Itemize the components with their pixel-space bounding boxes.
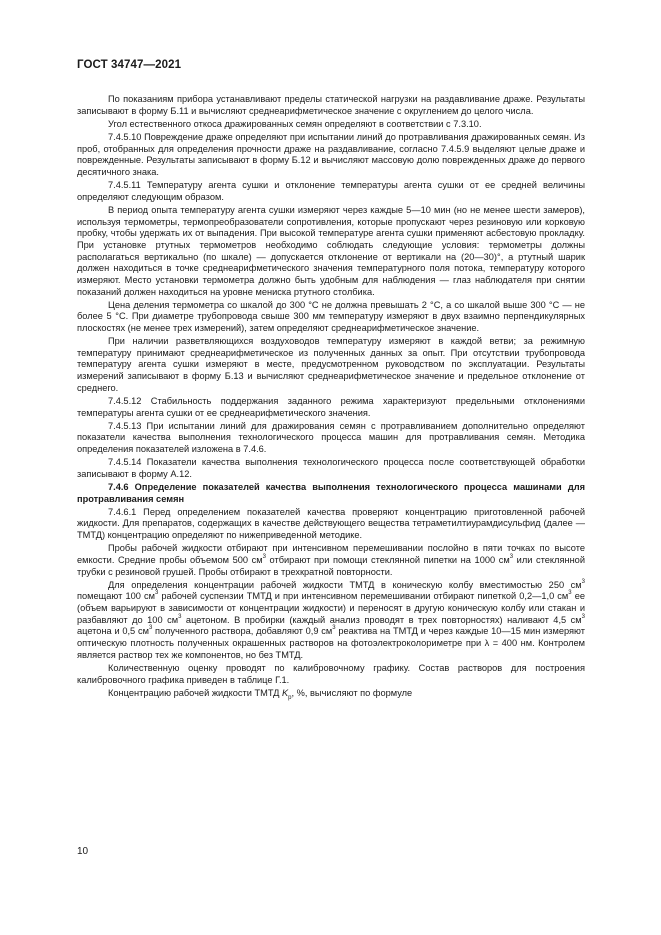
document-header: ГОСТ 34747—2021 — [77, 59, 182, 71]
paragraph: Концентрацию рабочей жидкости ТМТД $K_р$, %, вычисляют по формуле — [108, 687, 413, 701]
paragraph: Цена деления термометра со шкалой до 300 °С не должна превышать 2 °С, а со шкалой выше 300 °С — не более 5 °С. При диаметре трубопровода свыше 300 мм температуру измеряют в двух взаимно перпендикулярных плоскостях (не менее трех измерений), затем определяют среднеарифметическое значение. — [77, 299, 585, 333]
paragraph: Пробы рабочей жидкости отбирают при интенсивном перемешивании послойно в пяти точках по высоте емкости. Средние пробы объемом 500 $см^3$ отбирают при помощи стеклянной пипетки на 1000 $см^3$ или стеклянной трубки с резиновой грушей. Пробы отбирают в трехкратной повторности. — [77, 543, 585, 577]
page-number: 10 — [77, 846, 89, 857]
paragraph: Для определения концентрации рабочей жидкости ТМТД в коническую колбу вместимостью 250 $см^3$ помещают 100 $см^3$ рабочей суспензии ТМТД и при интенсивном перемешивании отбирают пипеткой 0,2—1,0 $см^3$ ее (объем варьируют в зависимости от концентрации жидкости) и переносят в другую коническую колбу или стакан и разбавляют до 100 $см^3$ ацетоном. В пробирки (каждый анализ проводят в трех повторностях) наливают 4,5 $см^3$ ацетона и 0,5 $см^3$ полученного раствора, добавляют 0,9 $см^3$ реактива на ТМТД и через каждые 10—15 мин измеряют оптическую плотность полученных окрашенных растворов на фотоэлектроколориметре при λ = 400 нм. Контролем является раствор тех же компонентов, но без ТМТД. — [77, 578, 585, 660]
paragraph: Количественную оценку проводят по калибровочному графику. Состав растворов для построения калибровочного графика приведен в таблице Г.1. — [77, 662, 585, 685]
section-heading: 7.4.6 Определение показателей качества выполнения технологического процесса машинами для протравливания семян — [77, 482, 585, 504]
paragraph: 7.4.5.10 Повреждение драже определяют при испытании линий до протравливания дражированных семян. Из проб, отобранных для определения прочности драже на раздавливание, согласно 7.4.5.9 выделяют целые драже и поврежденные. Результаты записывают в форму Б.12 и вычисляют массовую долю поврежденных драже до первого десятичного знака. — [77, 131, 585, 177]
paragraph: В период опыта температуру агента сушки измеряют через каждые 5—10 мин (но не менее шести замеров), используя термометры, термопреобразователи сопротивления, которые пропускают через резиновую или корковую пробку, чтобы удержать их от выпадения. При высокой температуре агента сушки применяют асбестовую прокладку. При установке ртутных термометров необходимо соблюдать следующие условия: термометры должны располагаться вертикально (по шкале) — допускается отклонение от вертикали на (20—30)°, а ртутный шарик должен находиться в точке среднеарифметического значения температурного поля потока, температуру которого измеряют. Место установки термометра должно быть удобным для наблюдения — глаз наблюдателя при снятии показаний должен находиться на уровне мениска ртутного столбика. — [77, 204, 585, 297]
document-body — [77, 94, 585, 701]
paragraph: 7.4.6.1 Перед определением показателей качества проверяют концентрацию приготовленной рабочей жидкости. Для препаратов, содержащих в качестве действующего вещества тетраметилтиурамдисульфид (далее — ТМТД) концентрацию определяют по нижеприведенной методике. — [77, 506, 585, 541]
paragraph: По показаниям прибора устанавливают пределы статической нагрузки на раздавливание драже. Результаты записывают в форму Б.11 и вычисляют среднеарифметическое значение с округлением до целого числа. — [77, 94, 585, 116]
paragraph: 7.4.5.11 Температуру агента сушки и отклонение температуры агента сушки от ее средней величины определяют следующим образом. — [77, 180, 585, 202]
paragraph: 7.4.5.14 Показатели качества выполнения технологического процесса после соответствующей обработки записывают в форму А.12. — [77, 457, 585, 479]
paragraph: Угол естественного откоса дражированных семян определяют в соответствии с 7.3.10. — [108, 118, 482, 129]
paragraph: 7.4.5.13 При испытании линий для дражирования семян с протравливанием дополнительно определяют показатели качества выполнения технологического процесса машин для протравливания семян. Методика определения показателей изложена в 7.4.6. — [77, 420, 585, 455]
paragraph: 7.4.5.12 Стабильность поддержания заданного режима характеризуют предельными отклонениями температуры агента сушки от ее среднеарифметического значения. — [77, 395, 585, 418]
paragraph: При наличии разветвляющихся воздуховодов температуру измеряют в каждой ветви; за режимную температуру принимают среднеарифметическое из полученных данных за опыт. При отсутствии трубопровода температуру агента сушки измеряют в месте, предусмотренном руководством по эксплуатации. Результаты измерений записывают в форму Б.13 и вычисляют среднеарифметическое значение и предельное отклонение от среднего. — [77, 336, 585, 393]
